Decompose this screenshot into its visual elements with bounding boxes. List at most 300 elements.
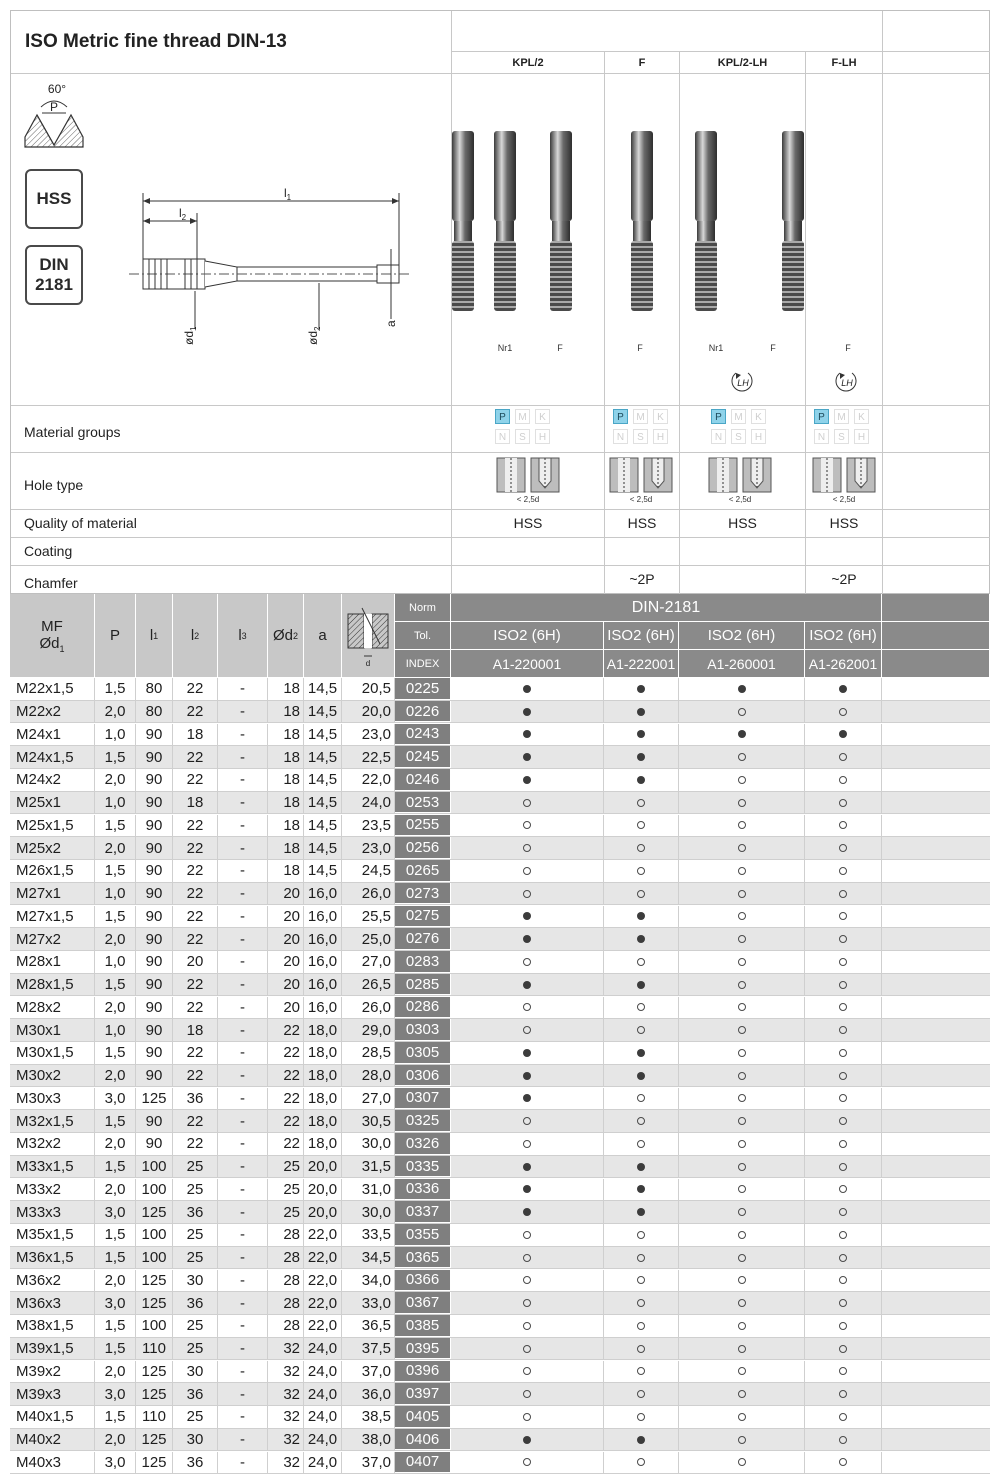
group-p: P [711,409,726,424]
d2-label: ød [306,330,320,345]
material-groups-grid [613,409,669,445]
cell-p: 2,0 [95,837,136,859]
stock-item-icon [523,935,531,943]
group-p: P [814,409,829,424]
availability-cell [679,724,805,746]
availability-cell [805,1042,882,1064]
cell-mf: M39x1,5 [10,1338,95,1360]
cell-d2: 32 [268,1429,304,1451]
svg-text:ød1 [182,326,198,345]
cell-l3: - [218,928,268,950]
cell-l2: 36 [173,1383,218,1405]
cell-a: 16,0 [304,951,342,973]
cell-p: 1,5 [95,1110,136,1132]
stock-item-icon [523,1049,531,1057]
cell-d: 36,5 [342,1315,395,1337]
cell-d2: 32 [268,1383,304,1405]
order-item-icon [637,1231,645,1239]
row-spacer [882,1224,990,1246]
cell-a: 18,0 [304,1110,342,1132]
cell-index: 0406 [395,1429,451,1451]
group-k: K [854,409,869,424]
availability-cell [604,1270,679,1292]
cell-d: 36,0 [342,1383,395,1405]
cell-d: 31,5 [342,1156,395,1178]
cell-l2: 22 [173,883,218,905]
cell-l3: - [218,1110,268,1132]
tap-illustrations [452,121,882,341]
header-l3-label: l [238,627,242,644]
cell-d2: 22 [268,1088,304,1110]
cell-l2: 22 [173,928,218,950]
cell-p: 1,0 [95,792,136,814]
stock-item-icon [637,776,645,784]
cell-mf: M22x1,5 [10,678,95,700]
stock-item-icon [523,1072,531,1080]
availability-cell [604,1361,679,1383]
order-item-icon [839,1049,847,1057]
group-s: S [731,429,746,444]
availability-cell [679,1110,805,1132]
d1-sub-label: 1 [189,326,198,331]
header-a: a [304,594,342,678]
order-item-icon [637,1299,645,1307]
cell-p: 1,5 [95,678,136,700]
cell-l2: 36 [173,1201,218,1223]
label-material-groups: Material groups [24,424,121,440]
cell-a: 14,5 [304,860,342,882]
cell-p: 1,5 [95,1247,136,1269]
order-item-icon [637,1390,645,1398]
order-item-icon [523,1299,531,1307]
order-item-icon [738,1458,746,1466]
table-row [10,1133,990,1156]
cell-index: 0335 [395,1156,451,1178]
availability-cell [604,815,679,837]
cell-p: 1,5 [95,1156,136,1178]
order-item-icon [839,981,847,989]
cell-index: 0243 [395,724,451,746]
column-code: KPL/2 [512,57,544,69]
table-row [10,997,990,1020]
order-item-icon [637,1367,645,1375]
order-item-icon [523,1140,531,1148]
order-item-icon [839,1322,847,1330]
order-item-icon [523,1390,531,1398]
availability-cell [604,792,679,814]
availability-cell [451,1452,604,1474]
cell-mf: M30x1 [10,1019,95,1041]
availability-cell [679,1406,805,1428]
availability-cell [604,1383,679,1405]
cell-p: 1,0 [95,883,136,905]
order-item-icon [738,1140,746,1148]
cell-p: 3,0 [95,1452,136,1474]
group-n: N [613,429,628,444]
cell-index: 0336 [395,1179,451,1201]
availability-cell [451,860,604,882]
header-p: P [95,594,136,678]
cell-index: 0407 [395,1452,451,1474]
cell-p: 3,0 [95,1383,136,1405]
order-item-icon [839,1299,847,1307]
order-item-icon [738,1390,746,1398]
order-item-icon [839,890,847,898]
order-item-icon [523,1276,531,1284]
header-l2-sub: 2 [194,630,200,641]
cell-d: 26,0 [342,883,395,905]
cell-index: 0396 [395,1361,451,1383]
availability-cell [451,678,604,700]
row-spacer [882,1201,990,1223]
cell-d: 28,0 [342,1065,395,1087]
cell-d2: 22 [268,1133,304,1155]
availability-cell [604,1338,679,1360]
cell-a: 22,0 [304,1292,342,1314]
cell-l2: 36 [173,1452,218,1474]
order-item-icon [839,1072,847,1080]
cell-index: 0265 [395,860,451,882]
group-h: H [653,429,668,444]
stock-item-icon [637,1163,645,1171]
availability-cell [805,1429,882,1451]
hole-caption: < 2,5d [832,495,856,504]
table-row [10,951,990,974]
order-item-icon [738,1003,746,1011]
cell-index: 0275 [395,906,451,928]
header-mf-label: MF [41,617,63,635]
row-spacer [882,815,990,837]
availability-cell [451,1065,604,1087]
cell-index: 0366 [395,1270,451,1292]
cell-d: 24,5 [342,860,395,882]
row-spacer [882,951,990,973]
availability-cell [604,1088,679,1110]
cell-l1: 90 [136,974,173,996]
availability-cell [679,1019,805,1041]
cell-l3: - [218,815,268,837]
cell-l1: 90 [136,997,173,1019]
cell-l2: 22 [173,701,218,723]
header-mf-d-sub: 1 [59,643,65,654]
stock-item-icon [637,1436,645,1444]
order-item-icon [738,958,746,966]
group-h: H [535,429,550,444]
stock-item-icon [637,1185,645,1193]
cell-index: 0405 [395,1406,451,1428]
cell-p: 1,0 [95,724,136,746]
cell-p: 2,0 [95,1179,136,1201]
availability-cell [604,1110,679,1132]
order-item-icon [738,1185,746,1193]
availability-cell [679,951,805,973]
row-spacer [882,1088,990,1110]
order-item-icon [839,1185,847,1193]
cell-p: 2,0 [95,928,136,950]
tap-label: F [557,343,563,353]
row-spacer [882,1452,990,1474]
row-spacer [882,883,990,905]
row-spacer [882,837,990,859]
availability-cell [679,678,805,700]
availability-cell [805,1383,882,1405]
table-row [10,837,990,860]
divider [11,452,990,453]
row-spacer [882,1338,990,1360]
divider [451,51,990,52]
cell-mf: M35x1,5 [10,1224,95,1246]
cell-index: 0246 [395,769,451,791]
cell-a: 16,0 [304,906,342,928]
cell-d2: 22 [268,1042,304,1064]
order-item-icon [839,799,847,807]
cell-l1: 80 [136,701,173,723]
stock-item-icon [637,730,645,738]
group-m: M [633,409,648,424]
availability-cell [805,883,882,905]
availability-cell [679,769,805,791]
availability-cell [451,1156,604,1178]
cell-a: 16,0 [304,928,342,950]
row-spacer [882,769,990,791]
cell-p: 2,0 [95,769,136,791]
table-row [10,724,990,747]
availability-cell [451,1179,604,1201]
cell-index: 0286 [395,997,451,1019]
order-item-icon [839,958,847,966]
page-title: ISO Metric fine thread DIN-13 [25,31,287,52]
cell-d: 25,5 [342,906,395,928]
availability-cell [451,837,604,859]
availability-cell [805,974,882,996]
table-row [10,906,990,929]
cell-l1: 125 [136,1361,173,1383]
cell-d: 31,0 [342,1179,395,1201]
stock-item-icon [523,753,531,761]
availability-cell [604,1315,679,1337]
stock-item-icon [637,912,645,920]
order-item-icon [839,821,847,829]
l2-sub-label: 2 [181,213,187,222]
cell-d: 38,5 [342,1406,395,1428]
angle-label: 60° [47,82,67,96]
cell-mf: M22x2 [10,701,95,723]
cell-d: 37,5 [342,1338,395,1360]
order-item-icon [839,1436,847,1444]
cell-l1: 100 [136,1179,173,1201]
cell-l2: 18 [173,1019,218,1041]
d1-label: ød [182,330,196,345]
table-row [10,1383,990,1406]
cell-index: 0245 [395,746,451,768]
availability-cell [805,1019,882,1041]
cell-l2: 25 [173,1179,218,1201]
order-item-icon [738,799,746,807]
left-hand-label: LH [737,378,749,388]
cell-d2: 28 [268,1224,304,1246]
column-code: F [638,57,646,69]
cell-a: 14,5 [304,746,342,768]
row-spacer [882,1019,990,1041]
availability-cell [805,701,882,723]
stock-item-icon [523,912,531,920]
left-hand-label: LH [841,378,853,388]
cell-a: 14,5 [304,815,342,837]
tolerance-value: ISO2 (6H) [604,622,679,650]
d2-sub-label: 2 [313,326,322,331]
cell-a: 24,0 [304,1452,342,1474]
cell-l3: - [218,1247,268,1269]
availability-cell [805,1270,882,1292]
cell-d2: 20 [268,997,304,1019]
row-spacer [882,724,990,746]
availability-cell [604,746,679,768]
tap-label: F [637,343,643,353]
order-item-icon [839,1390,847,1398]
order-item-icon [637,1094,645,1102]
cell-mf: M25x2 [10,837,95,859]
order-item-icon [738,1322,746,1330]
group-n: N [711,429,726,444]
label-quality: Quality of material [24,515,137,531]
row-spacer [882,1361,990,1383]
cell-d2: 28 [268,1270,304,1292]
material-groups-grid [711,409,767,445]
stock-item-icon [637,1049,645,1057]
availability-cell [679,837,805,859]
svg-text:l1 [284,186,292,202]
availability-cell [805,1088,882,1110]
stock-item-icon [637,708,645,716]
availability-cell [679,1429,805,1451]
order-item-icon [738,1026,746,1034]
availability-cell [805,837,882,859]
cell-a: 24,0 [304,1361,342,1383]
order-item-icon [523,890,531,898]
row-spacer [882,997,990,1019]
order-item-icon [637,1117,645,1125]
tap-label: Nr1 [708,343,724,353]
cell-l1: 90 [136,1110,173,1132]
order-item-icon [523,867,531,875]
cell-a: 16,0 [304,883,342,905]
cell-p: 1,5 [95,1406,136,1428]
availability-cell [805,1110,882,1132]
availability-cell [805,1224,882,1246]
cell-d2: 32 [268,1361,304,1383]
availability-cell [604,724,679,746]
availability-cell [604,951,679,973]
header-d2 [268,594,304,678]
stock-item-icon [637,1208,645,1216]
cell-l3: - [218,792,268,814]
order-item-icon [839,1003,847,1011]
availability-cell [805,1201,882,1223]
availability-cell [805,1315,882,1337]
cell-l2: 22 [173,746,218,768]
product-header [10,10,990,594]
cell-l2: 30 [173,1270,218,1292]
order-item-icon [839,1345,847,1353]
cell-a: 14,5 [304,769,342,791]
header-l3-sub: 3 [241,630,247,641]
cell-index: 0303 [395,1019,451,1041]
availability-cell [805,997,882,1019]
availability-cell [805,724,882,746]
cell-p: 1,5 [95,974,136,996]
order-item-icon [637,890,645,898]
cell-d2: 20 [268,906,304,928]
cell-d: 27,0 [342,1088,395,1110]
cell-p: 2,0 [95,1361,136,1383]
hole-type-icon [609,457,673,507]
stock-item-icon [523,1185,531,1193]
order-item-icon [839,1413,847,1421]
cell-index: 0395 [395,1338,451,1360]
order-item-icon [738,1299,746,1307]
cell-l2: 22 [173,860,218,882]
availability-cell [805,1156,882,1178]
cell-d2: 18 [268,746,304,768]
label-hole-type: Hole type [24,477,84,493]
availability-cell [451,1224,604,1246]
order-item-icon [523,1231,531,1239]
table-row [10,928,990,951]
cell-l3: - [218,1133,268,1155]
cell-d: 34,5 [342,1247,395,1269]
cell-l3: - [218,974,268,996]
table-row [10,1406,990,1429]
cell-a: 18,0 [304,1019,342,1041]
order-item-icon [523,799,531,807]
availability-cell [451,1133,604,1155]
order-item-icon [839,1117,847,1125]
cell-l3: - [218,997,268,1019]
cell-l3: - [218,1224,268,1246]
norm-badge: DIN 2181 [25,245,83,305]
cell-a: 20,0 [304,1156,342,1178]
divider [11,405,990,406]
availability-cell [805,928,882,950]
cell-l1: 80 [136,678,173,700]
order-item-icon [839,1367,847,1375]
availability-cell [805,1452,882,1474]
stock-item-icon [523,1094,531,1102]
table-row [10,1042,990,1065]
cell-l2: 18 [173,724,218,746]
table-row [10,1179,990,1202]
order-item-icon [839,844,847,852]
table-row [10,1019,990,1042]
cell-l2: 25 [173,1224,218,1246]
cell-d2: 22 [268,1110,304,1132]
order-item-icon [523,1345,531,1353]
availability-cell [604,1156,679,1178]
tap-dimension-drawing [119,179,419,349]
cell-l2: 18 [173,792,218,814]
order-item-icon [738,890,746,898]
availability-cell [604,1247,679,1269]
availability-cell [604,1065,679,1087]
availability-cell [451,746,604,768]
availability-cell [805,1133,882,1155]
row-spacer [882,1315,990,1337]
cell-d: 26,0 [342,997,395,1019]
order-item-icon [738,708,746,716]
table-row [10,1110,990,1133]
cell-d: 33,0 [342,1292,395,1314]
availability-cell [679,928,805,950]
